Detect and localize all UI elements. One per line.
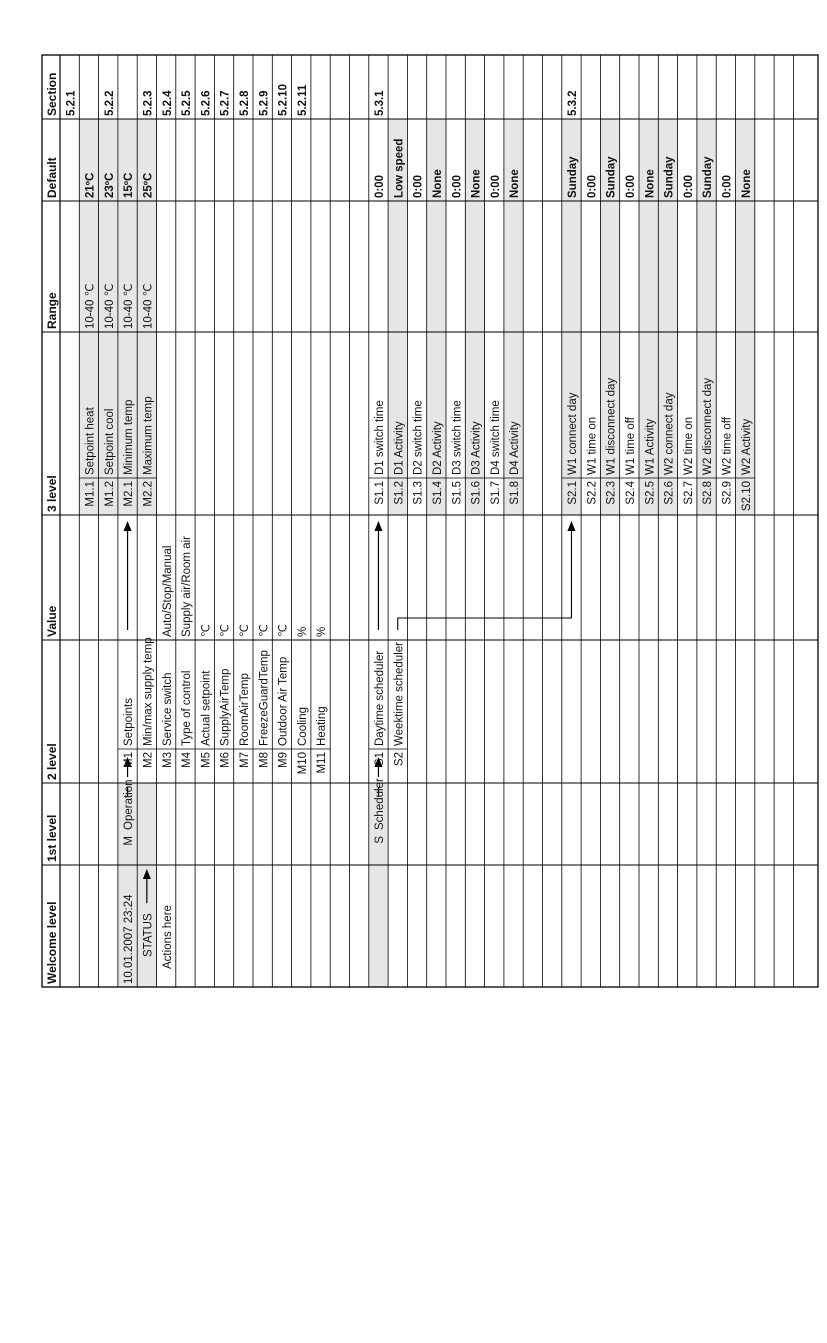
menu-2-level-item: Cooling bbox=[296, 707, 309, 746]
menu-code: S2.4 bbox=[625, 481, 637, 505]
default-value: 0:00 bbox=[374, 174, 387, 198]
value-text: % bbox=[296, 626, 309, 637]
default-value: None bbox=[644, 169, 657, 198]
menu-2-level-item: Outdoor Air Temp bbox=[277, 656, 290, 746]
menu-3-level-item: W1 Activity bbox=[644, 418, 657, 475]
menu-code: S1.5 bbox=[451, 481, 464, 505]
menu-code: S2.10 bbox=[740, 481, 753, 512]
menu-3-level-item: D3 switch time bbox=[451, 400, 464, 475]
menu-2-level-item: Daytime scheduler bbox=[374, 650, 387, 746]
menu-code: M7 bbox=[239, 752, 251, 768]
range-value: 10-40 ℃ bbox=[142, 283, 155, 329]
menu-3-level-item: W1 disconnect day bbox=[605, 377, 618, 475]
default-value: None bbox=[432, 169, 444, 198]
menu-3-level-item: W1 connect day bbox=[567, 392, 580, 475]
menu-code: M4 bbox=[181, 752, 194, 768]
menu-2-level-item: Setpoints bbox=[123, 698, 136, 746]
range-value: 10-40 ℃ bbox=[123, 283, 136, 329]
section-number: 5.2.3 bbox=[142, 90, 155, 116]
menu-3-level-item: W2 time off bbox=[721, 417, 734, 475]
menu-code: M8 bbox=[258, 752, 271, 768]
section-number: 5.2.11 bbox=[296, 84, 309, 116]
menu-3-level-item: W2 connect day bbox=[663, 392, 676, 475]
menu-code: S1.1 bbox=[374, 481, 387, 505]
default-value: 0:00 bbox=[721, 174, 734, 198]
value-text: ℃ bbox=[200, 624, 213, 637]
header-welcome-level: Welcome level bbox=[45, 901, 59, 984]
menu-2-level-item: Min/max supply temp bbox=[142, 637, 155, 746]
header-value: Value bbox=[45, 605, 59, 637]
default-value: 0:00 bbox=[586, 174, 599, 198]
section-number: 5.3.1 bbox=[374, 90, 387, 116]
default-value: 0:00 bbox=[451, 174, 464, 198]
menu-code: S1.7 bbox=[489, 481, 502, 505]
section-number: 5.2.1 bbox=[65, 90, 78, 116]
menu-3-level-item: W1 time on bbox=[586, 416, 599, 475]
default-value: 23ºC bbox=[103, 172, 116, 198]
menu-3-level-item: W2 Activity bbox=[740, 418, 753, 475]
menu-2-level-item: Weektime scheduler bbox=[393, 642, 406, 746]
menu-3-level-item: Setpoint cool bbox=[103, 408, 116, 475]
value-text: % bbox=[316, 626, 329, 637]
menu-code: S2.3 bbox=[605, 481, 618, 505]
menu-3-level-item: W1 time off bbox=[625, 417, 637, 475]
value-text: ℃ bbox=[239, 624, 251, 637]
menu-code: S1.6 bbox=[470, 481, 483, 505]
default-value: 21ºC bbox=[84, 172, 97, 198]
default-value: None bbox=[740, 169, 753, 198]
section-number: 5.2.2 bbox=[103, 90, 116, 116]
menu-code: S1.8 bbox=[509, 481, 522, 505]
menu-code: M2.2 bbox=[142, 481, 155, 507]
menu-code: S1.2 bbox=[393, 481, 406, 505]
status-label: STATUS bbox=[142, 913, 155, 957]
default-value: None bbox=[509, 169, 522, 198]
section-number: 5.2.8 bbox=[239, 90, 251, 116]
value-text: ℃ bbox=[219, 624, 232, 637]
default-value: 0:00 bbox=[412, 174, 425, 198]
menu-code: M2.1 bbox=[123, 481, 136, 507]
menu-2-level-item: Service switch bbox=[161, 672, 174, 746]
default-value: Sunday bbox=[567, 156, 580, 198]
menu-code: S2.1 bbox=[567, 481, 580, 505]
menu-code: M10 bbox=[296, 752, 309, 775]
menu-3-level-item: D4 Activity bbox=[509, 421, 522, 475]
menu-code: S2.8 bbox=[702, 481, 715, 505]
menu-code: S bbox=[374, 836, 387, 844]
value-text: ℃ bbox=[277, 624, 290, 637]
menu-code: M9 bbox=[277, 752, 290, 768]
menu-1st-level-item: Operation bbox=[123, 779, 136, 830]
menu-code: M1.1 bbox=[84, 481, 97, 507]
menu-3-level-item: W2 disconnect day bbox=[702, 377, 715, 475]
menu-code: S2.7 bbox=[682, 481, 695, 505]
default-value: Sunday bbox=[702, 156, 715, 198]
section-number: 5.2.6 bbox=[200, 90, 213, 116]
section-number: 5.3.2 bbox=[567, 90, 580, 116]
menu-code: M1.2 bbox=[103, 481, 116, 507]
default-value: 15ºC bbox=[123, 172, 136, 198]
arrow-icon bbox=[374, 521, 382, 531]
menu-code: M6 bbox=[219, 752, 232, 768]
menu-2-level-item: FreezeGuardTemp bbox=[258, 650, 271, 746]
default-value: Sunday bbox=[663, 156, 676, 198]
default-value: Sunday bbox=[605, 156, 618, 198]
menu-code: M1 bbox=[123, 752, 136, 768]
menu-3-level-item: D1 Activity bbox=[393, 421, 406, 475]
menu-3-level-item: Setpoint heat bbox=[84, 407, 97, 475]
menu-3-level-item: Maximum temp bbox=[142, 396, 155, 475]
default-value: Low speed bbox=[393, 138, 406, 198]
menu-3-level-item: Minimum temp bbox=[123, 399, 136, 475]
menu-3-level-item: D2 Activity bbox=[432, 421, 444, 475]
menu-code: S2.6 bbox=[663, 481, 676, 505]
menu-2-level-item: Actual setpoint bbox=[200, 670, 213, 746]
menu-code: M11 bbox=[316, 752, 329, 774]
menu-code: M5 bbox=[200, 752, 213, 768]
range-value: 10-40 ℃ bbox=[103, 283, 116, 329]
section-number: 5.2.9 bbox=[258, 90, 271, 116]
header-section: Section bbox=[45, 72, 59, 116]
value-text: Auto/Stop/Manual bbox=[161, 545, 174, 637]
menu-code: S1.4 bbox=[432, 481, 444, 505]
menu-code: M bbox=[123, 836, 136, 846]
menu-code: S1 bbox=[374, 752, 387, 767]
menu-code: M3 bbox=[161, 752, 174, 768]
default-value: 0:00 bbox=[489, 174, 502, 198]
default-value: None bbox=[470, 169, 483, 198]
value-text: Supply air/Room air bbox=[181, 536, 194, 637]
default-value: 25ºC bbox=[142, 172, 155, 198]
section-number: 5.2.5 bbox=[181, 90, 194, 116]
range-value: 10-40 ℃ bbox=[84, 283, 97, 329]
menu-3-level-item: D1 switch time bbox=[374, 400, 387, 475]
menu-code: S1.3 bbox=[412, 481, 425, 505]
actions-label: Actions here bbox=[161, 905, 174, 969]
default-value: 0:00 bbox=[625, 174, 637, 198]
header-default: Default bbox=[45, 157, 59, 198]
arrow-icon bbox=[567, 521, 575, 531]
menu-code: M2 bbox=[142, 752, 155, 768]
menu-code: S2.9 bbox=[721, 481, 734, 505]
menu-1st-level-item: Scheduler bbox=[374, 778, 387, 830]
arrow-icon bbox=[124, 521, 132, 531]
menu-code: S2.2 bbox=[586, 481, 599, 505]
header-1st-level: 1st level bbox=[45, 814, 59, 862]
menu-2-level-item: RoomAirTemp bbox=[239, 673, 251, 746]
menu-3-level-item: D3 Activity bbox=[470, 421, 483, 475]
section-number: 5.2.7 bbox=[219, 90, 232, 116]
section-number: 5.2.10 bbox=[277, 84, 290, 116]
value-text: ℃ bbox=[258, 624, 271, 637]
menu-3-level-item: D4 switch time bbox=[489, 400, 502, 475]
header-2-level: 2 level bbox=[45, 743, 59, 780]
date-time-label: 10.01.2007 23:24 bbox=[123, 894, 136, 984]
menu-2-level-item: SupplyAirTemp bbox=[219, 668, 232, 746]
menu-code: S2 bbox=[393, 752, 406, 767]
header-range: Range bbox=[45, 292, 59, 329]
menu-3-level-item: W2 time on bbox=[682, 416, 695, 475]
menu-3-level-item: D2 switch time bbox=[412, 400, 425, 475]
menu-code: S2.5 bbox=[644, 481, 657, 505]
header-3-level: 3 level bbox=[45, 475, 59, 512]
section-number: 5.2.4 bbox=[161, 90, 174, 116]
default-value: 0:00 bbox=[682, 174, 695, 198]
menu-2-level-item: Type of control bbox=[181, 670, 194, 746]
menu-2-level-item: Heating bbox=[316, 706, 329, 746]
